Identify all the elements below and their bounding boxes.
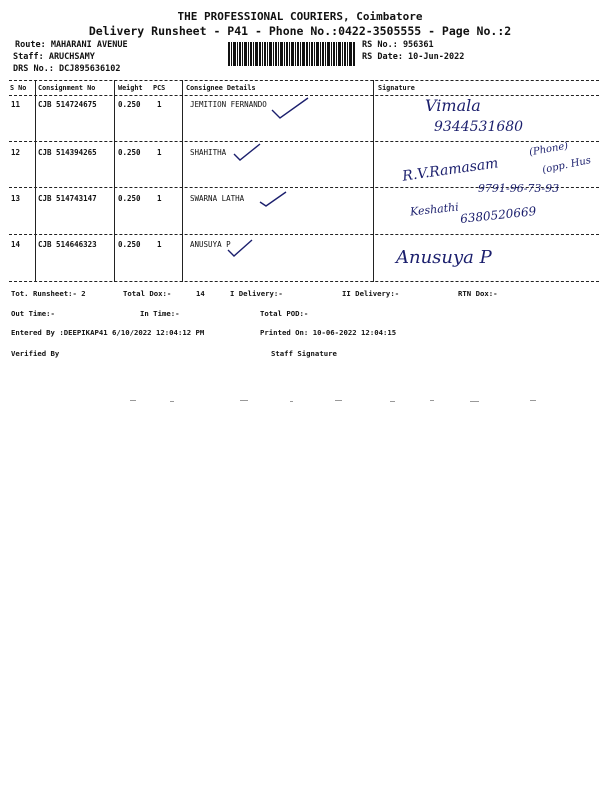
row-consignee: JEMITION FERNANDO — [190, 100, 267, 109]
row-sno: 11 — [11, 100, 21, 109]
handwritten-phone: 6380520669 — [459, 204, 537, 226]
handwritten-note: (Phone) — [528, 140, 570, 159]
i-delivery: I Delivery:- — [230, 289, 283, 298]
row-consignee: ANUSUYA P — [190, 240, 231, 249]
row-pcs: 1 — [157, 194, 162, 203]
col-header-weight: Weight — [118, 84, 143, 92]
col-header-pcs: PCS — [153, 84, 166, 92]
handwritten-name: Vimala — [425, 96, 481, 115]
column-divider — [35, 80, 36, 282]
row-sno: 14 — [11, 240, 21, 249]
barcode-image — [228, 42, 355, 66]
table-bottom-rule — [9, 281, 599, 282]
tot-runsheet: Tot. Runsheet:- 2 — [11, 289, 86, 298]
ii-delivery: II Delivery:- — [342, 289, 400, 298]
col-header-sno: S No — [10, 84, 27, 92]
row-consignment: CJB 514646323 — [38, 240, 97, 249]
handwritten-note: (opp. Hus — [541, 154, 592, 177]
staff-signature: Staff Signature — [271, 349, 337, 358]
tick-mark-icon — [270, 96, 310, 120]
row-weight: 0.250 — [118, 148, 141, 157]
rtn-dox: RTN Dox:- — [458, 289, 498, 298]
verified-by: Verified By — [11, 349, 60, 358]
row-consignment: CJB 514724675 — [38, 100, 97, 109]
row-consignment: CJB 514394265 — [38, 148, 97, 157]
column-divider — [114, 80, 115, 282]
col-header-consignment: Consignment No — [38, 84, 96, 92]
table-top-rule — [9, 80, 599, 81]
company-title: THE PROFESSIONAL COURIERS, Coimbatore — [177, 10, 423, 23]
row-weight: 0.250 — [118, 194, 141, 203]
row-divider — [9, 141, 599, 142]
entered-by: Entered By :DEEPIKAP41 6/10/2022 12:04:12 PM — [11, 328, 205, 337]
row-pcs: 1 — [157, 100, 162, 109]
in-time: In Time:- — [140, 309, 180, 318]
handwritten-phone: 9344531680 — [434, 119, 524, 135]
tick-mark-icon — [232, 142, 262, 162]
row-sno: 12 — [11, 148, 21, 157]
out-time: Out Time:- — [11, 309, 55, 318]
tick-mark-icon — [258, 190, 288, 208]
row-sno: 13 — [11, 194, 21, 203]
handwritten-name: Keshathi — [409, 200, 460, 219]
row-consignment: CJB 514743147 — [38, 194, 97, 203]
column-divider — [373, 80, 374, 282]
staff-label: Staff: ARUCHSAMY — [13, 52, 95, 62]
handwritten-phone: 9791-96-73-93 — [478, 182, 560, 195]
row-weight: 0.250 — [118, 100, 141, 109]
runsheet-subtitle: Delivery Runsheet - P41 - Phone No.:0422-3505555 - Page No.:2 — [88, 24, 512, 38]
rs-date: RS Date: 10-Jun-2022 — [362, 52, 465, 62]
row-pcs: 1 — [157, 148, 162, 157]
printed-on: Printed On: 10-06-2022 12:04:15 — [260, 328, 397, 337]
column-divider — [182, 80, 183, 282]
drs-number: DRS No.: DCJ895636102 — [13, 64, 121, 74]
row-pcs: 1 — [157, 240, 162, 249]
total-dox-value: 14 — [196, 289, 205, 298]
total-dox-label: Total Dox:- — [123, 289, 172, 298]
total-pod: Total POD:- — [260, 309, 309, 318]
handwritten-name: R.V.Ramasam — [401, 155, 500, 185]
col-header-signature: Signature — [378, 84, 415, 92]
tick-mark-icon — [226, 238, 254, 258]
handwritten-name: Anusuya P — [396, 247, 492, 268]
row-consignee: SHAHITHA — [190, 148, 227, 157]
row-consignee: SWARNA LATHA — [190, 194, 245, 203]
scan-noise — [130, 398, 560, 404]
row-weight: 0.250 — [118, 240, 141, 249]
row-divider — [9, 234, 599, 235]
route-label: Route: MAHARANI AVENUE — [15, 40, 128, 50]
col-header-consignee: Consignee Details — [186, 84, 256, 92]
rs-number: RS No.: 956361 — [362, 40, 434, 50]
